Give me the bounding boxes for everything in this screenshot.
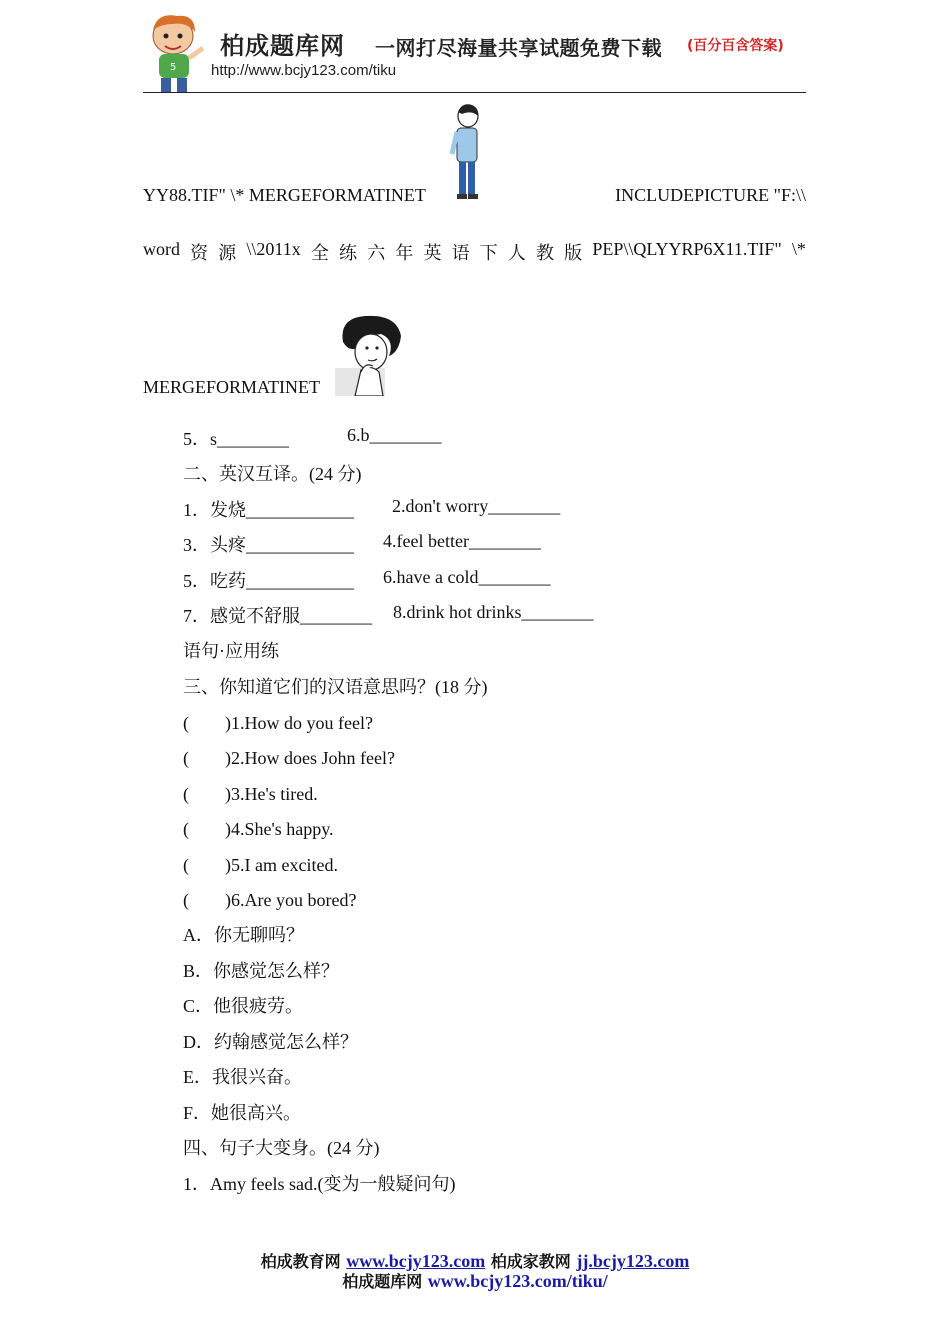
merge-word: 六	[367, 243, 386, 263]
site-title: 柏成题库网	[220, 31, 345, 60]
mascot-logo-icon	[143, 8, 211, 94]
merge-field-line-2	[143, 239, 806, 265]
answer-option: E．我很兴奋。	[183, 1067, 302, 1087]
site-url[interactable]: http://www.bcjy123.com/tiku	[211, 62, 397, 79]
translate-item: 4.feel better________	[383, 531, 541, 551]
translate-item: 7．感觉不舒服________	[183, 606, 372, 626]
merge-word: 英	[423, 243, 442, 263]
footer-link-tutor[interactable]: jj.bcjy123.com	[576, 1251, 690, 1271]
header-divider	[143, 92, 806, 93]
footer-label: 柏成教育网	[260, 1252, 341, 1271]
merge-text-right: INCLUDEPICTURE "F:\\	[615, 185, 806, 205]
fill-item-6: 6.b________	[347, 425, 442, 445]
merge-word: \\2011x	[246, 239, 301, 259]
question-item: ( )5.I am excited.	[183, 855, 338, 875]
question-item: ( )2.How does John feel?	[183, 748, 395, 768]
section-subtitle: 语句·应用练	[183, 641, 279, 661]
section-heading-meaning: 三、你知道它们的汉语意思吗？(18 分)	[183, 677, 488, 697]
merge-word: 下	[479, 243, 498, 263]
question-item: ( )4.She's happy.	[183, 819, 334, 839]
translate-item: 6.have a cold________	[383, 567, 551, 587]
footer-link-tiku[interactable]: www.bcjy123.com/tiku/	[427, 1271, 608, 1291]
merge-field-line-3: MERGEFORMATINET	[143, 377, 321, 397]
merge-word: 资	[190, 243, 209, 263]
answer-badge: (百分百含答案)	[687, 38, 784, 54]
merge-word: 全	[310, 243, 329, 263]
merge-word: 年	[395, 243, 414, 263]
translate-item: 2.don't worry________	[392, 496, 561, 516]
answer-option: B．你感觉怎么样？	[183, 961, 340, 981]
merge-word: 人	[507, 243, 526, 263]
translate-item: 3．头疼____________	[183, 535, 354, 555]
question-item: ( )6.Are you bored?	[183, 890, 357, 910]
question-item: ( )1.How do you feel?	[183, 713, 373, 733]
merge-word: word	[143, 239, 180, 259]
footer-link-edu[interactable]: www.bcjy123.com	[346, 1251, 486, 1271]
translate-item: 8.drink hot drinks________	[393, 602, 594, 622]
merge-word: 教	[536, 243, 555, 263]
merge-text-left: YY88.TIF" \* MERGEFORMATINET	[143, 185, 426, 205]
translate-item: 5．吃药____________	[183, 571, 354, 591]
merge-word: 源	[218, 243, 237, 263]
answer-option: C．他很疲劳。	[183, 996, 304, 1016]
thinking-girl-illustration-icon	[335, 312, 405, 396]
footer-label: 柏成家教网	[490, 1252, 571, 1271]
merge-word: 版	[564, 243, 583, 263]
fill-item-5: 5．s________	[183, 429, 290, 449]
translate-item: 1．发烧____________	[183, 500, 354, 520]
question-item: ( )3.He's tired.	[183, 784, 318, 804]
footer-label: 柏成题库网	[342, 1272, 423, 1291]
transform-item-1: 1．Amy feels sad.(变为一般疑问句)	[183, 1174, 456, 1194]
answer-option: D．约翰感觉怎么样？	[183, 1032, 358, 1052]
answer-option: F．她很高兴。	[183, 1103, 302, 1123]
section-heading-translate: 二、英汉互译。(24 分)	[183, 464, 362, 484]
merge-field-line-1	[143, 185, 806, 206]
merge-word: 语	[451, 243, 470, 263]
merge-word: PEP\\QLYYRP6X11.TIF"	[592, 239, 782, 259]
merge-word: 练	[339, 243, 358, 263]
page-footer-line-2	[0, 1269, 950, 1292]
section-heading-transform: 四、句子大变身。(24 分)	[183, 1138, 380, 1158]
merge-word: \*	[791, 239, 806, 259]
answer-option: A．你无聊吗？	[183, 925, 304, 945]
site-slogan: 一网打尽海量共享试题免费下载	[375, 36, 662, 60]
svg-text:5: 5	[170, 62, 177, 73]
page-header	[143, 8, 806, 94]
